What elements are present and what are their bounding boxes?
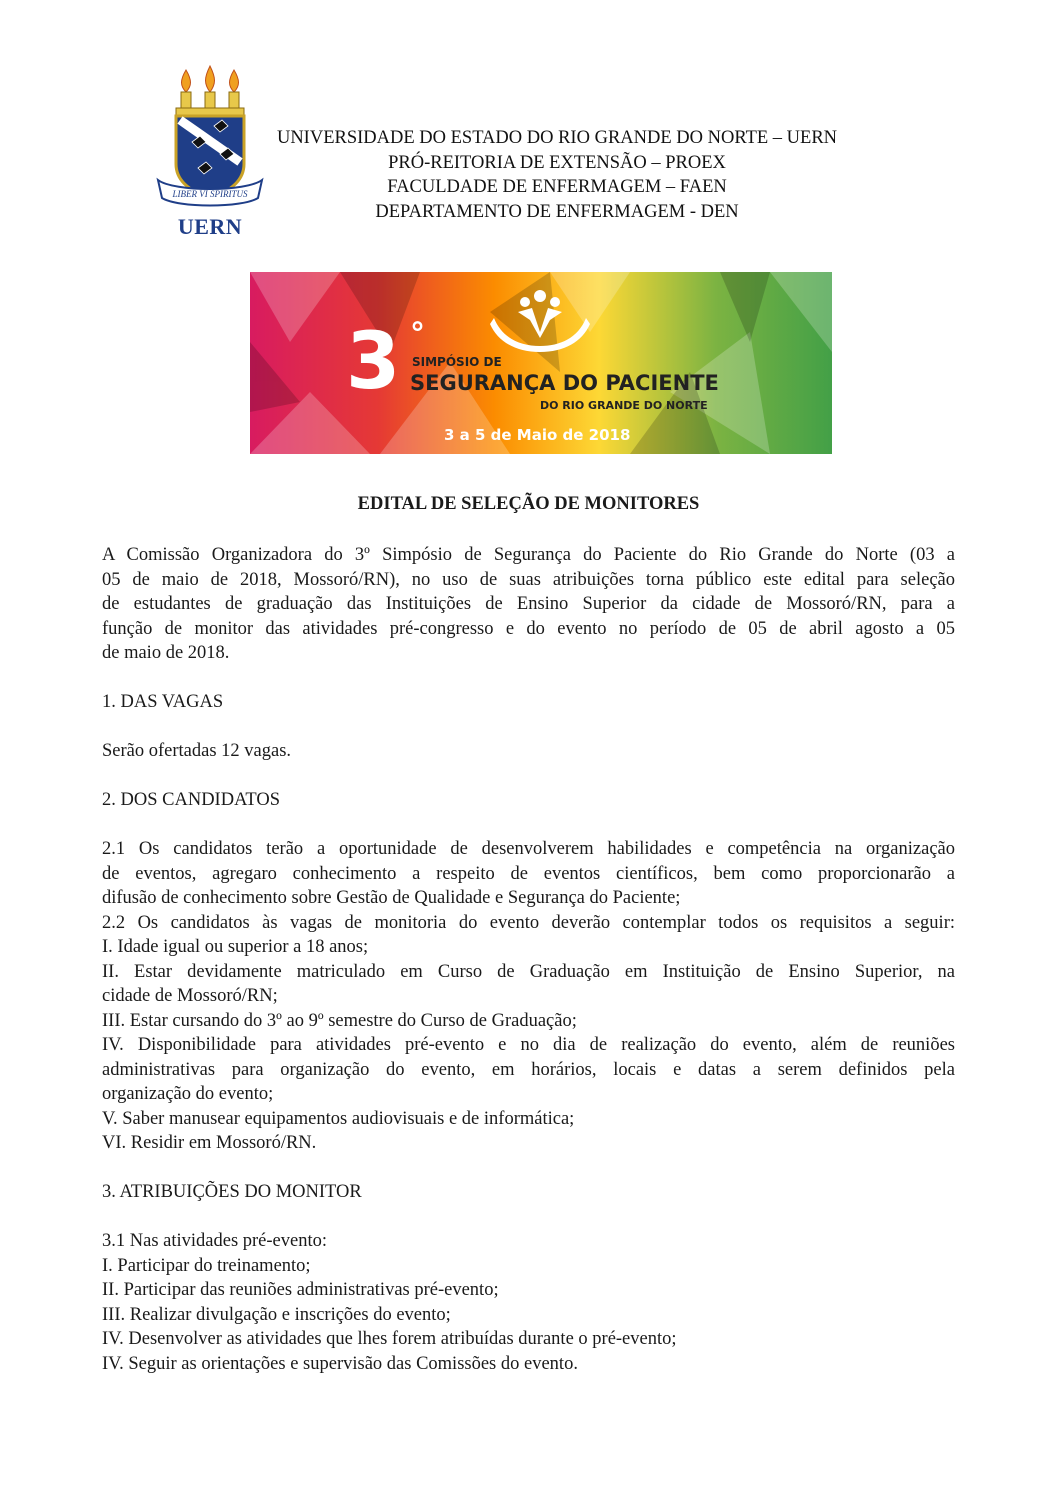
duty-item: III. Realizar divulgação e inscrições do evento; bbox=[102, 1304, 451, 1325]
section2-line: difusão de conhecimento sobre Gestão de Qualidade e Segurança do Paciente; bbox=[102, 888, 681, 908]
banner-line3: DO RIO GRANDE DO NORTE bbox=[540, 399, 708, 412]
section1-text: Serão ofertadas 12 vagas. bbox=[102, 741, 292, 761]
intro-line: função de monitor das atividades pré-congresso e do evento no período de 05 de abril agosto a 05 bbox=[102, 618, 955, 639]
requirement-item: III. Estar cursando do 3º ao 9º semestre do Curso de Graduação; bbox=[102, 1010, 577, 1031]
header-line-faen: FACULDADE DE ENFERMAGEM – FAEN bbox=[387, 177, 727, 197]
section2-line: 2.1 Os candidatos terão a oportunidade de desenvolverem habilidades e competência na organização bbox=[102, 839, 955, 859]
requirement-item-cont: administrativas para organização do evento, em horários, locais e datas a serem definidos pela bbox=[102, 1059, 955, 1080]
section2-heading: 2. DOS CANDIDATOS bbox=[102, 790, 280, 810]
requirement-item: II. Estar devidamente matriculado em Curso de Graduação em Instituição de Ensino Superior, na bbox=[102, 961, 955, 982]
uern-crest-icon bbox=[154, 64, 266, 214]
section3-line: 3.1 Nas atividades pré-evento: bbox=[102, 1231, 328, 1251]
header-line-university: UNIVERSIDADE DO ESTADO DO RIO GRANDE DO NORTE – UERN bbox=[276, 128, 838, 148]
banner-line2: SEGURANÇA DO PACIENTE bbox=[410, 371, 719, 395]
header-line-proex: PRÓ-REITORIA DE EXTENSÃO – PROEX bbox=[388, 152, 726, 173]
requirement-item: I. Idade igual ou superior a 18 anos; bbox=[102, 937, 369, 957]
banner-number: 3 bbox=[346, 317, 401, 407]
banner-line1: SIMPÓSIO DE bbox=[412, 355, 502, 369]
header-line-den: DEPARTAMENTO DE ENFERMAGEM - DEN bbox=[375, 201, 739, 222]
section2-line: 2.2 Os candidatos às vagas de monitoria do evento deverão contemplar todos os requisitos a seguir: bbox=[102, 912, 955, 933]
intro-paragraph bbox=[102, 543, 955, 666]
section3-heading: 3. ATRIBUIÇÕES DO MONITOR bbox=[102, 1182, 362, 1202]
intro-line: de estudantes de graduação das Instituições de Ensino Superior da cidade de Mossoró/RN, para a bbox=[102, 594, 955, 614]
intro-line: de maio de 2018. bbox=[102, 643, 230, 663]
banner-degree: ° bbox=[410, 317, 425, 352]
duty-item: IV. Desenvolver as atividades que lhes forem atribuídas durante o pré-evento; bbox=[102, 1329, 677, 1349]
intro-line: 05 de maio de 2018, Mossoró/RN), no uso de suas atribuições torna público este edital para seleção bbox=[102, 569, 955, 590]
section2-body bbox=[102, 837, 955, 1156]
section1-heading: 1. DAS VAGAS bbox=[102, 692, 224, 712]
banner-dates: 3 a 5 de Maio de 2018 bbox=[444, 426, 631, 444]
duty-item: I. Participar do treinamento; bbox=[102, 1255, 311, 1276]
intro-line: A Comissão Organizadora do 3º Simpósio de Segurança do Paciente do Rio Grande do Norte (03 a bbox=[102, 545, 955, 565]
duty-item: IV. Seguir as orientações e supervisão das Comissões do evento. bbox=[102, 1353, 578, 1374]
uern-logo bbox=[154, 64, 266, 244]
document-title: EDITAL DE SELEÇÃO DE MONITORES bbox=[357, 494, 700, 514]
duty-item: II. Participar das reuniões administrativas pré-evento; bbox=[102, 1280, 499, 1300]
requirement-item: IV. Disponibilidade para atividades pré-evento e no dia de realização do evento, além de reuniões bbox=[102, 1035, 955, 1055]
requirement-item-cont: organização do evento; bbox=[102, 1084, 274, 1104]
section2-line: de eventos, agregaro conhecimento a respeito de eventos científicos, bem como proporcionarão a bbox=[102, 863, 955, 884]
institution-header bbox=[270, 126, 844, 224]
section3-body bbox=[102, 1229, 955, 1376]
requirement-item: V. Saber manusear equipamentos audiovisuais e de informática; bbox=[102, 1108, 575, 1129]
logo-motto: LIBER VI SPIRITUS bbox=[172, 189, 248, 199]
event-banner bbox=[250, 272, 832, 454]
logo-wordmark: UERN bbox=[177, 214, 243, 239]
requirement-item: VI. Residir em Mossoró/RN. bbox=[102, 1133, 317, 1153]
requirement-item-cont: cidade de Mossoró/RN; bbox=[102, 986, 278, 1006]
